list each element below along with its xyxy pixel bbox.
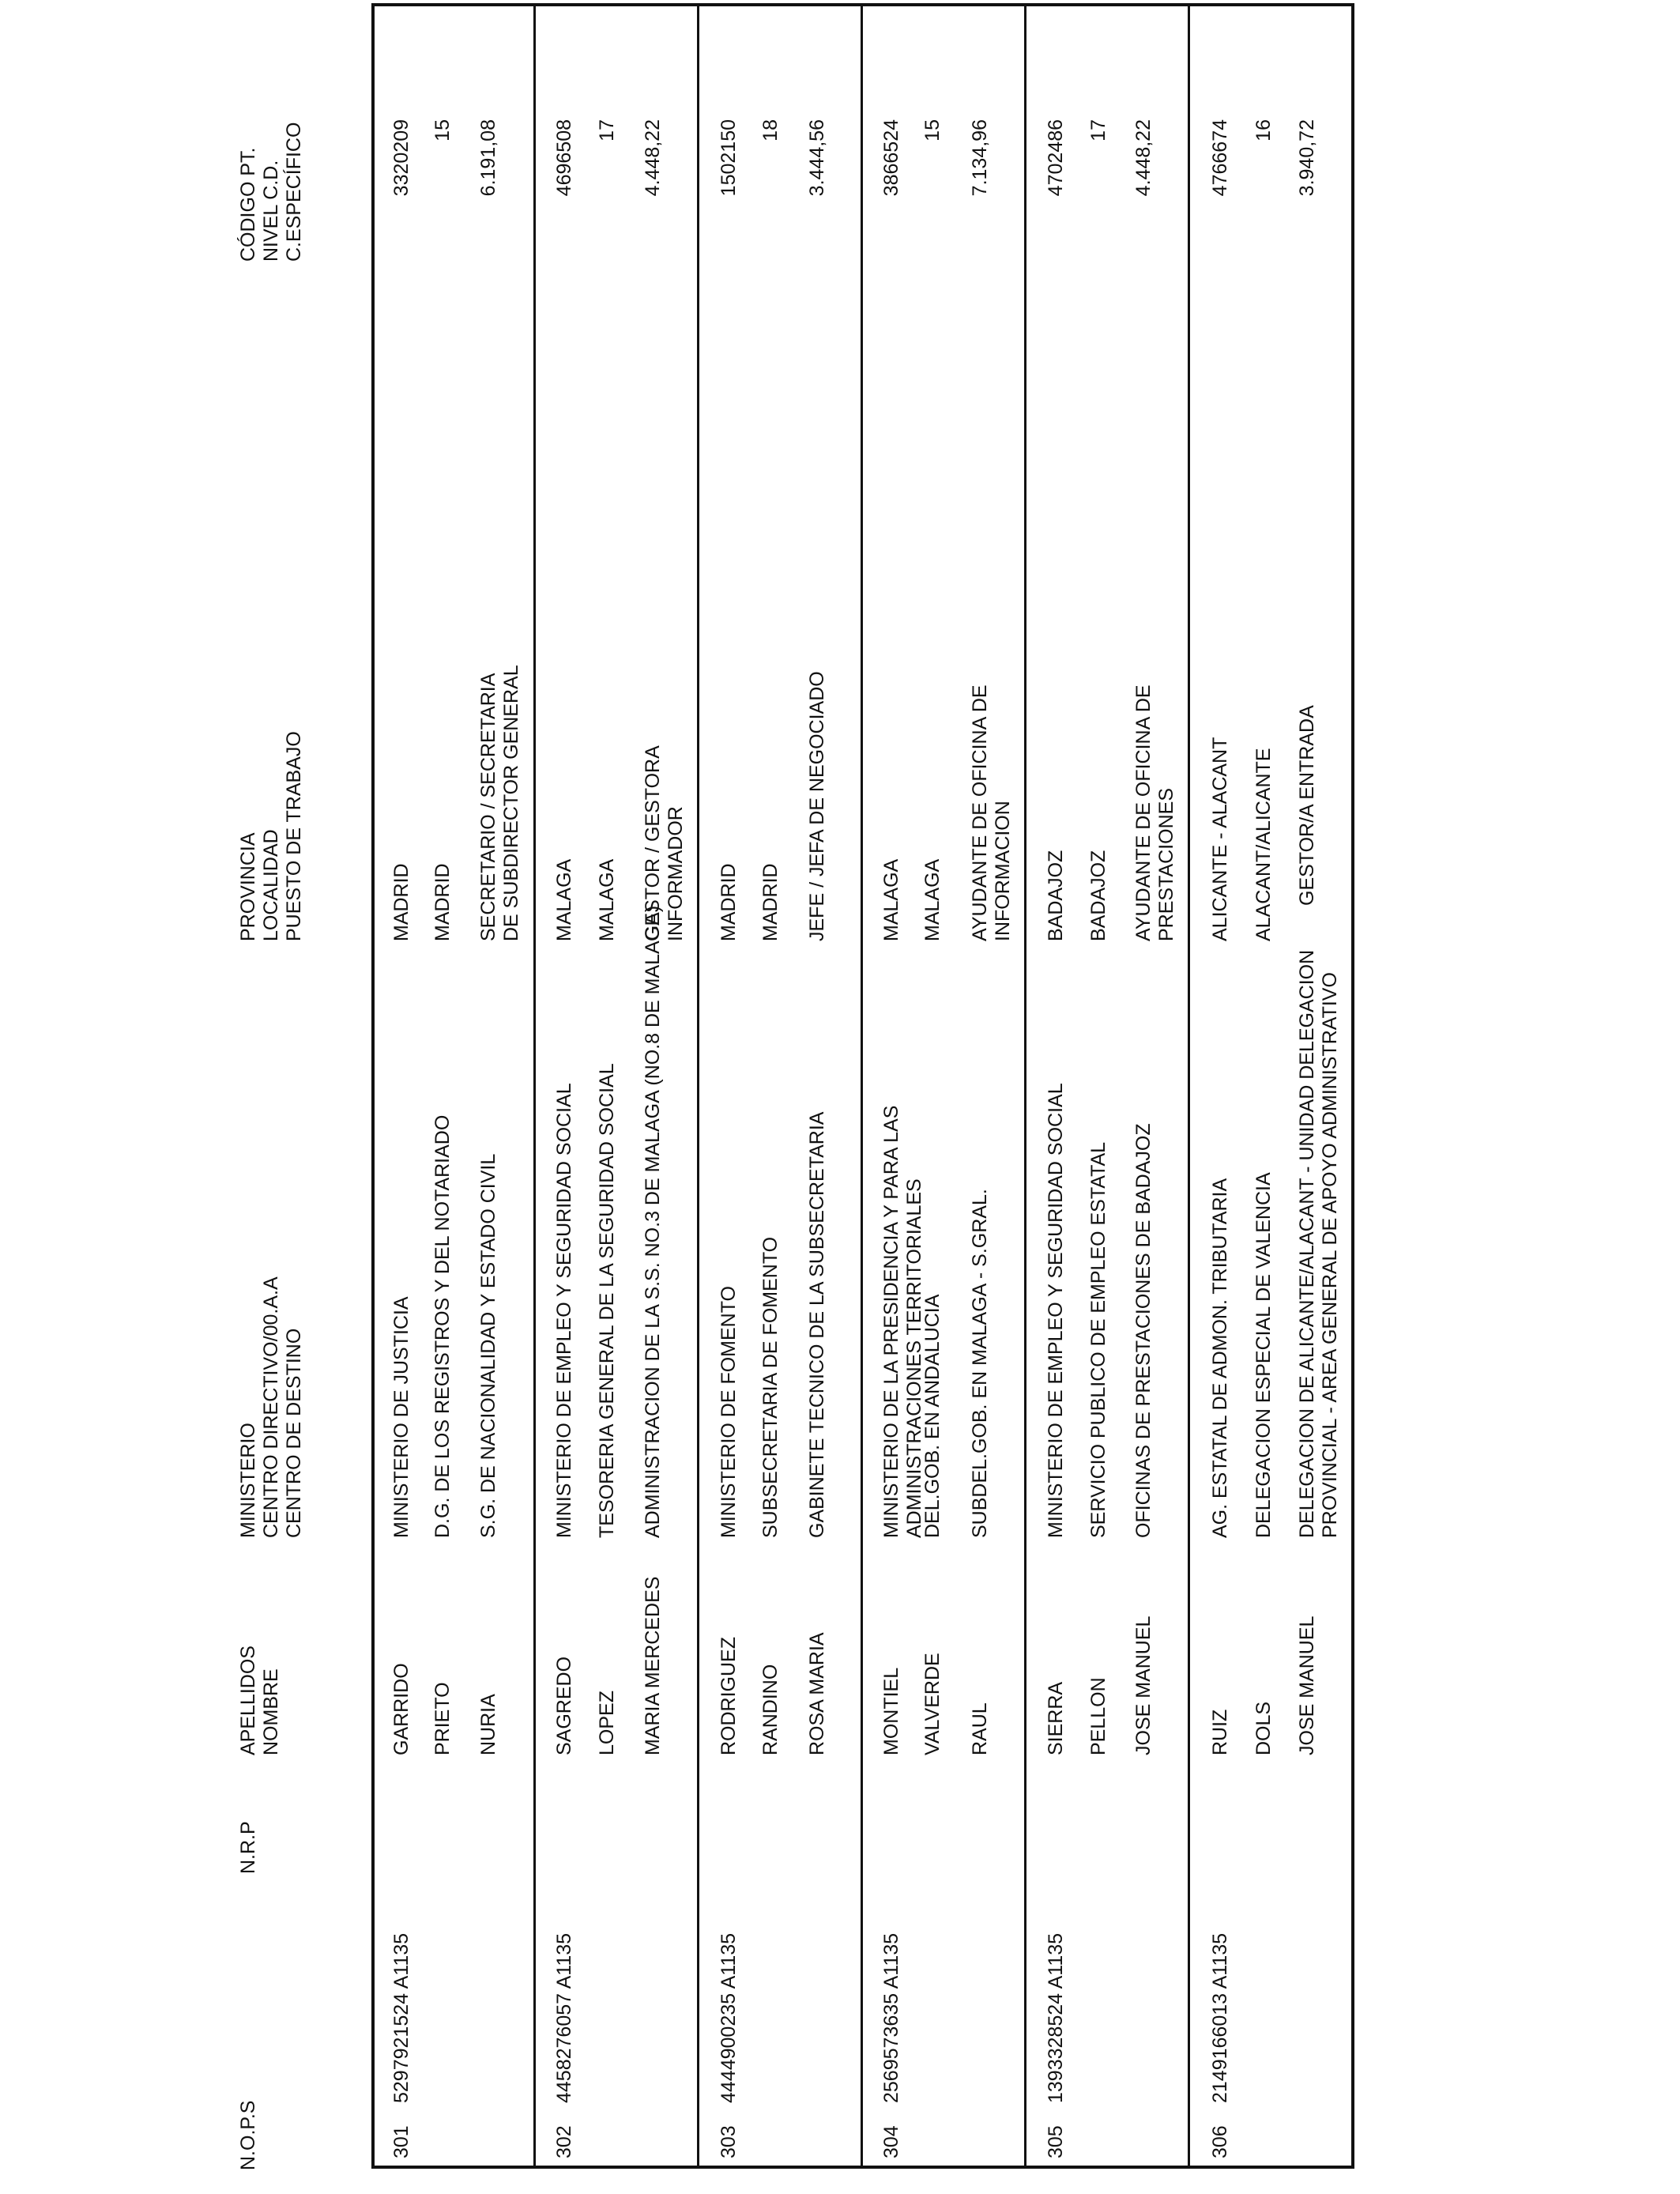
centro-destino-cell: ADMINISTRACION DE LA S.S. NO.3 DE MALAGA (NO.8 DE MALAGA): [642, 905, 664, 1538]
centro-destino-cell: S.G. DE NACIONALIDAD Y ESTADO CIVIL: [477, 1153, 499, 1538]
nops-cell: 305: [1045, 2125, 1067, 2158]
provincia-cell: MADRID: [718, 863, 740, 941]
especifico-cell: 4.448,22: [1132, 119, 1155, 197]
puesto-cell: GESTOR / GESTORA INFORMADOR: [642, 746, 687, 941]
codigo-cell: 4766674: [1209, 119, 1231, 197]
codigo-cell: 1502150: [718, 119, 740, 197]
nrp-cell: 2149166013 A1135: [1209, 1932, 1231, 2103]
codigo-cell: 4702486: [1045, 119, 1067, 197]
apellido2-cell: RANDINO: [759, 1664, 782, 1755]
header-puesto-label: PUESTO DE TRABAJO: [283, 731, 305, 941]
header-nops: [237, 2101, 260, 2170]
centro-directivo-cell: SERVICIO PUBLICO DE EMPLEO ESTATAL: [1087, 1141, 1109, 1538]
ministerio-cell: MINISTERIO DE FOMENTO: [718, 1286, 740, 1538]
header-nivel-label: NIVEL C.D.: [260, 160, 282, 262]
codigo-cell: 3866524: [880, 119, 902, 197]
apellido2-cell: PRIETO: [431, 1682, 454, 1755]
apellido1-cell: RODRIGUEZ: [718, 1637, 740, 1755]
provincia-cell: MALAGA: [553, 858, 575, 941]
nrp-cell: 2569573635 A1135: [880, 1932, 902, 2103]
header-provincia-label: PROVINCIA: [237, 832, 259, 941]
centro-directivo-cell: DEL.GOB. EN ANDALUCIA: [921, 1294, 944, 1538]
header-codigo-label: CÓDIGO PT.: [237, 147, 259, 262]
nombre-cell: MARIA MERCEDES: [642, 1576, 664, 1755]
especifico-cell: 7.134,96: [969, 119, 991, 197]
centro-destino-cell: GABINETE TECNICO DE LA SUBSECRETARIA: [806, 1111, 828, 1538]
especifico-cell: 6.191,08: [477, 119, 499, 197]
localidad-cell: ALACANT/ALICANTE: [1252, 748, 1275, 941]
nivel-cell: 15: [431, 119, 454, 141]
header-especifico-label: C.ESPECÍFICO: [283, 122, 305, 262]
apellido2-cell: LOPEZ: [596, 1691, 618, 1755]
centro-destino-cell: OFICINAS DE PRESTACIONES DE BADAJOZ: [1132, 1123, 1155, 1538]
apellido1-cell: SAGREDO: [553, 1656, 575, 1755]
localidad-cell: BADAJOZ: [1087, 850, 1109, 941]
nivel-cell: 17: [1087, 119, 1109, 141]
puesto-cell: GESTOR/A ENTRADA: [1296, 705, 1318, 906]
nrp-cell: 4458276057 A1135: [553, 1932, 575, 2103]
nops-cell: 302: [553, 2125, 575, 2158]
puesto-cell: AYUDANTE DE OFICINA DE INFORMACION: [969, 684, 1014, 941]
codigo-cell: 3320209: [390, 119, 412, 197]
apellido1-cell: GARRIDO: [390, 1663, 412, 1755]
nrp-cell: 1393328524 A1135: [1045, 1932, 1067, 2103]
centro-directivo-cell: DELEGACION ESPECIAL DE VALENCIA: [1252, 1172, 1275, 1538]
centro-destino-cell: DELEGACION DE ALICANTE/ALACANT - UNIDAD DELEGACION PROVINCIAL - AREA GENERAL DE APOYO ADMINISTRATIVO: [1296, 949, 1341, 1538]
header-nrp-label: N.R.P: [237, 1821, 259, 1874]
provincia-cell: BADAJOZ: [1045, 850, 1067, 941]
centro-destino-cell: SUBDEL.GOB. EN MALAGA - S.GRAL.: [969, 1189, 991, 1538]
codigo-cell: 4696508: [553, 119, 575, 197]
puesto-cell: SECRETARIO / SECRETARIA DE SUBDIRECTOR GENERAL: [477, 665, 522, 941]
centro-directivo-cell: D.G. DE LOS REGISTROS Y DEL NOTARIADO: [431, 1114, 454, 1538]
header-ministerio-label: MINISTERIO: [237, 1423, 259, 1538]
especifico-cell: 4.448,22: [642, 119, 664, 197]
row-divider: [697, 3, 699, 2169]
nombre-cell: RAUL: [969, 1702, 991, 1755]
apellido2-cell: VALVERDE: [921, 1653, 944, 1755]
header-provincia: [237, 731, 306, 941]
header-centro-directivo-label: CENTRO DIRECTIVO/00.A.A: [260, 1276, 282, 1538]
ministerio-cell: MINISTERIO DE JUSTICIA: [390, 1296, 412, 1538]
table-frame: [371, 3, 1354, 2169]
provincia-cell: MADRID: [390, 863, 412, 941]
puesto-cell: AYUDANTE DE OFICINA DE PRESTACIONES: [1132, 684, 1177, 941]
header-centro-destino-label: CENTRO DE DESTINO: [283, 1328, 305, 1538]
nombre-cell: JOSE MANUEL: [1132, 1615, 1155, 1755]
centro-directivo-cell: SUBSECRETARIA DE FOMENTO: [759, 1236, 782, 1538]
puesto-cell: JEFE / JEFA DE NEGOCIADO: [806, 671, 828, 941]
nops-cell: 304: [880, 2125, 902, 2158]
provincia-cell: ALICANTE - ALACANT: [1209, 737, 1231, 941]
row-divider: [861, 3, 863, 2169]
nivel-cell: 17: [596, 119, 618, 141]
nivel-cell: 18: [759, 119, 782, 141]
nops-cell: 301: [390, 2125, 412, 2158]
ministerio-cell: MINISTERIO DE LA PRESIDENCIA Y PARA LAS ADMINISTRACIONES TERRITORIALES: [880, 1105, 925, 1538]
nombre-cell: JOSE MANUEL: [1296, 1615, 1318, 1755]
apellido1-cell: RUIZ: [1209, 1709, 1231, 1755]
apellido2-cell: DOLS: [1252, 1701, 1275, 1755]
nops-cell: 303: [718, 2125, 740, 2158]
nrp-cell: 4444900235 A1135: [718, 1932, 740, 2103]
nivel-cell: 16: [1252, 119, 1275, 141]
localidad-cell: MALAGA: [921, 858, 944, 941]
row-divider: [1188, 3, 1190, 2169]
centro-directivo-cell: TESORERIA GENERAL DE LA SEGURIDAD SOCIAL: [596, 1063, 618, 1538]
row-divider: [1024, 3, 1026, 2169]
localidad-cell: MADRID: [431, 863, 454, 941]
nops-cell: 306: [1209, 2125, 1231, 2158]
especifico-cell: 3.444,56: [806, 119, 828, 197]
header-ministerio: [237, 1276, 306, 1538]
nombre-cell: ROSA MARIA: [806, 1632, 828, 1755]
header-localidad-label: LOCALIDAD: [260, 829, 282, 941]
apellido1-cell: SIERRA: [1045, 1681, 1067, 1755]
ministerio-cell: AG. ESTATAL DE ADMON. TRIBUTARIA: [1209, 1178, 1231, 1538]
especifico-cell: 3.940,72: [1296, 119, 1318, 197]
ministerio-cell: MINISTERIO DE EMPLEO Y SEGURIDAD SOCIAL: [553, 1083, 575, 1538]
nrp-cell: 5297921524 A1135: [390, 1932, 412, 2103]
header-nombre-label: NOMBRE: [260, 1668, 282, 1755]
header-nops-label: N.O.P.S: [237, 2100, 259, 2170]
row-divider: [533, 3, 536, 2169]
header-codigo: [237, 123, 306, 262]
ministerio-cell: MINISTERIO DE EMPLEO Y SEGURIDAD SOCIAL: [1045, 1083, 1067, 1538]
apellido1-cell: MONTIEL: [880, 1667, 902, 1755]
header-names: [237, 1646, 283, 1755]
header-apellidos-label: APELLIDOS: [237, 1646, 259, 1755]
localidad-cell: MADRID: [759, 863, 782, 941]
nombre-cell: NURIA: [477, 1694, 499, 1755]
localidad-cell: MALAGA: [596, 858, 618, 941]
nivel-cell: 15: [921, 119, 944, 141]
provincia-cell: MALAGA: [880, 858, 902, 941]
header-nrp: [237, 1821, 260, 1874]
apellido2-cell: PELLON: [1087, 1677, 1109, 1755]
